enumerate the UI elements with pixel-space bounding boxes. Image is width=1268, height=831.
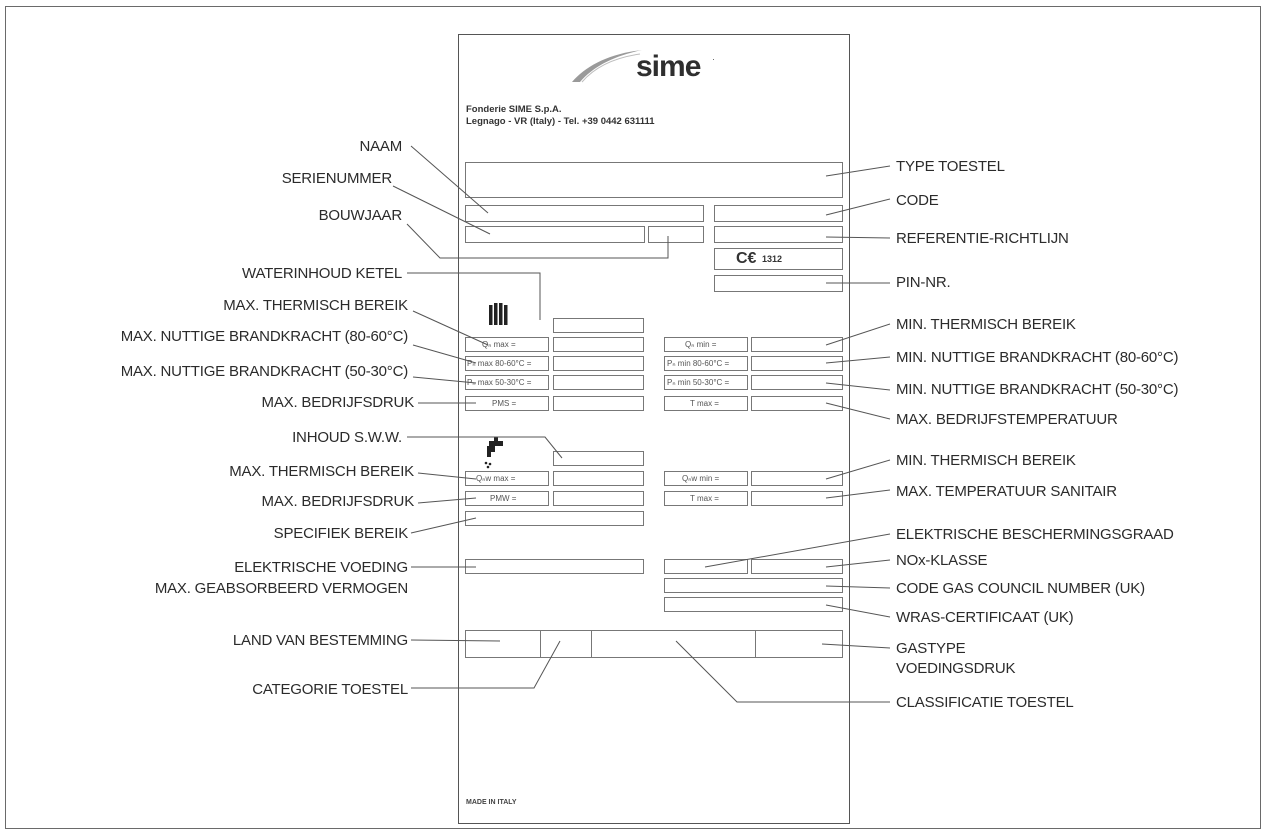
made-in-italy: MADE IN ITALY xyxy=(466,799,517,806)
label-code: CODE xyxy=(896,192,939,209)
label-max-nuttige-50: MAX. NUTTIGE BRANDKRACHT (50-30°C) xyxy=(120,363,408,380)
pn-max-50-label: Pₙ max 50-30°C = xyxy=(467,378,532,387)
label-classificatie: CLASSIFICATIE TOESTEL xyxy=(896,694,1074,711)
pms-label: PMS = xyxy=(492,399,517,408)
label-max-thermisch-sww: MAX. THERMISCH BEREIK xyxy=(229,463,414,480)
label-gastype: GASTYPE xyxy=(896,640,966,657)
label-voedingsdruk: VOEDINGSDRUK xyxy=(896,660,1016,677)
label-waterinhoud: WATERINHOUD KETEL xyxy=(242,265,402,282)
label-vermogen: MAX. GEABSORBEERD VERMOGEN xyxy=(154,580,408,597)
brand-logo-text: sime xyxy=(636,50,701,83)
label-naam: NAAM xyxy=(359,138,402,155)
registered-mark: · xyxy=(712,54,715,64)
label-type: TYPE TOESTEL xyxy=(896,158,1005,175)
label-categorie: CATEGORIE TOESTEL xyxy=(252,681,408,698)
company-address: Legnago - VR (Italy) - Tel. +39 0442 631111 xyxy=(466,116,655,127)
label-inhoud-sww: INHOUD S.W.W. xyxy=(292,429,402,446)
label-bouwjaar: BOUWJAAR xyxy=(318,207,402,224)
label-specifiek: SPECIFIEK BEREIK xyxy=(273,525,408,542)
label-voeding: ELEKTRISCHE VOEDING xyxy=(234,559,408,576)
label-max-nuttige-80: MAX. NUTTIGE BRANDKRACHT (80-60°C) xyxy=(120,328,408,345)
qnw-max-label: Qₙw max = xyxy=(476,474,516,483)
label-min-thermisch: MIN. THERMISCH BEREIK xyxy=(896,316,1076,333)
qn-max-label: Qₙ max = xyxy=(482,340,516,349)
label-max-temp: MAX. BEDRIJFSTEMPERATUUR xyxy=(896,411,1118,428)
qn-min-label: Qₙ min = xyxy=(685,340,717,349)
ce-number: 1312 xyxy=(762,254,783,264)
label-wras: WRAS-CERTIFICAAT (UK) xyxy=(896,609,1074,626)
label-max-thermisch: MAX. THERMISCH BEREIK xyxy=(223,297,408,314)
label-min-nuttige-80: MIN. NUTTIGE BRANDKRACHT (80-60°C) xyxy=(896,349,1179,366)
pn-min-50-label: Pₙ min 50-30°C = xyxy=(667,378,730,387)
label-beschermingsgraad: ELEKTRISCHE BESCHERMINGSGRAAD xyxy=(896,526,1174,543)
ce-mark: C€ xyxy=(736,250,757,267)
pn-min-80-label: Pₙ min 80-60°C = xyxy=(667,359,730,368)
label-serienummer: SERIENUMMER xyxy=(281,170,392,187)
label-gas-council: CODE GAS COUNCIL NUMBER (UK) xyxy=(896,580,1145,597)
tmax-sww-label: T max = xyxy=(690,494,719,503)
label-max-bedrijfsdruk: MAX. BEDRIJFSDRUK xyxy=(261,394,414,411)
tmax-label: T max = xyxy=(690,399,719,408)
label-min-nuttige-50: MIN. NUTTIGE BRANDKRACHT (50-30°C) xyxy=(896,381,1179,398)
label-land: LAND VAN BESTEMMING xyxy=(232,632,408,649)
label-max-bedrijfsdruk-sww: MAX. BEDRIJFSDRUK xyxy=(261,493,414,510)
pmw-label: PMW = xyxy=(490,494,517,503)
label-max-temp-sanitair: MAX. TEMPERATUUR SANITAIR xyxy=(896,483,1117,500)
company-name: Fonderie SIME S.p.A. xyxy=(466,104,562,115)
label-nox: NOx-KLASSE xyxy=(896,552,988,569)
label-pin: PIN-NR. xyxy=(896,274,951,291)
label-min-thermisch-sww: MIN. THERMISCH BEREIK xyxy=(896,452,1076,469)
qnw-min-label: Qₙw min = xyxy=(682,474,720,483)
label-richtlijn: REFERENTIE-RICHTLIJN xyxy=(896,230,1069,247)
pn-max-80-label: Pₙ max 80-60°C = xyxy=(467,359,532,368)
